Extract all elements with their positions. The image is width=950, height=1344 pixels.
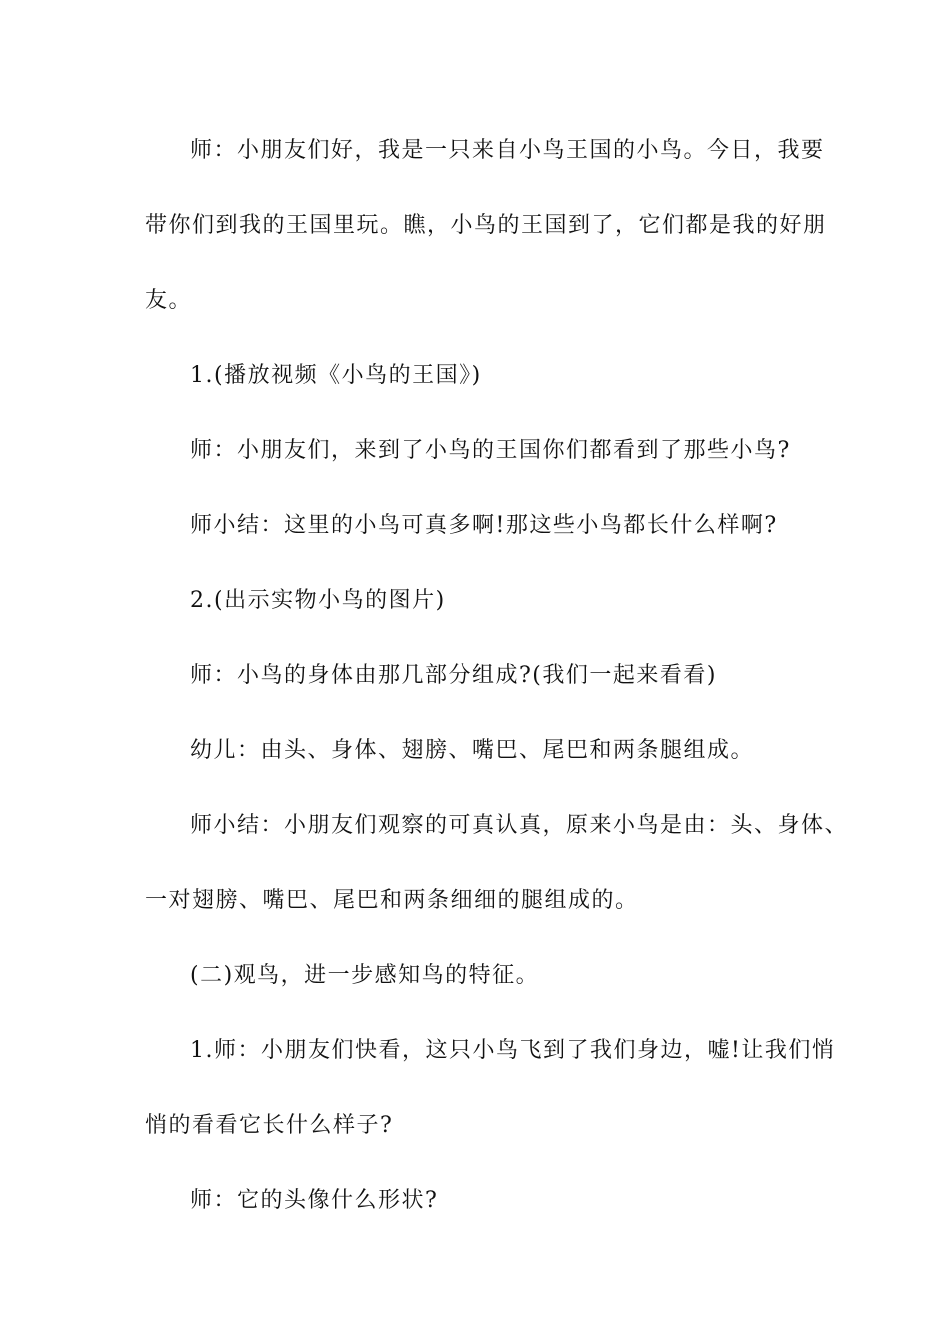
paragraph-line: 2.(出示实物小鸟的图片) [190,588,446,613]
paragraph-line: 师：小朋友们好，我是一只来自小鸟王国的小鸟。今日，我要 [190,138,825,163]
paragraph-line: 友。 [145,288,193,313]
paragraph-line: 1.(播放视频《小鸟的王国》) [190,363,482,388]
paragraph-line: 师：小朋友们，来到了小鸟的王国你们都看到了那些小鸟? [190,438,791,463]
paragraph-line: 师小结：这里的小鸟可真多啊!那这些小鸟都长什么样啊? [190,513,778,538]
paragraph-line: 幼儿：由头、身体、翅膀、嘴巴、尾巴和两条腿组成。 [190,738,755,763]
paragraph-line: 师小结：小朋友们观察的可真认真，原来小鸟是由：头、身体、 [190,813,849,838]
paragraph-line: 一对翅膀、嘴巴、尾巴和两条细细的腿组成的。 [145,888,639,913]
paragraph-line: 师：小鸟的身体由那几部分组成?(我们一起来看看) [190,663,717,688]
paragraph-line: (二)观鸟，进一步感知鸟的特征。 [190,963,540,988]
paragraph-line: 悄的看看它长什么样子? [145,1113,394,1138]
paragraph-line: 1.师：小朋友们快看，这只小鸟飞到了我们身边，嘘!让我们悄 [190,1038,836,1063]
paragraph-line: 师：它的头像什么形状? [190,1188,439,1213]
paragraph-line: 带你们到我的王国里玩。瞧，小鸟的王国到了，它们都是我的好朋 [145,213,827,238]
